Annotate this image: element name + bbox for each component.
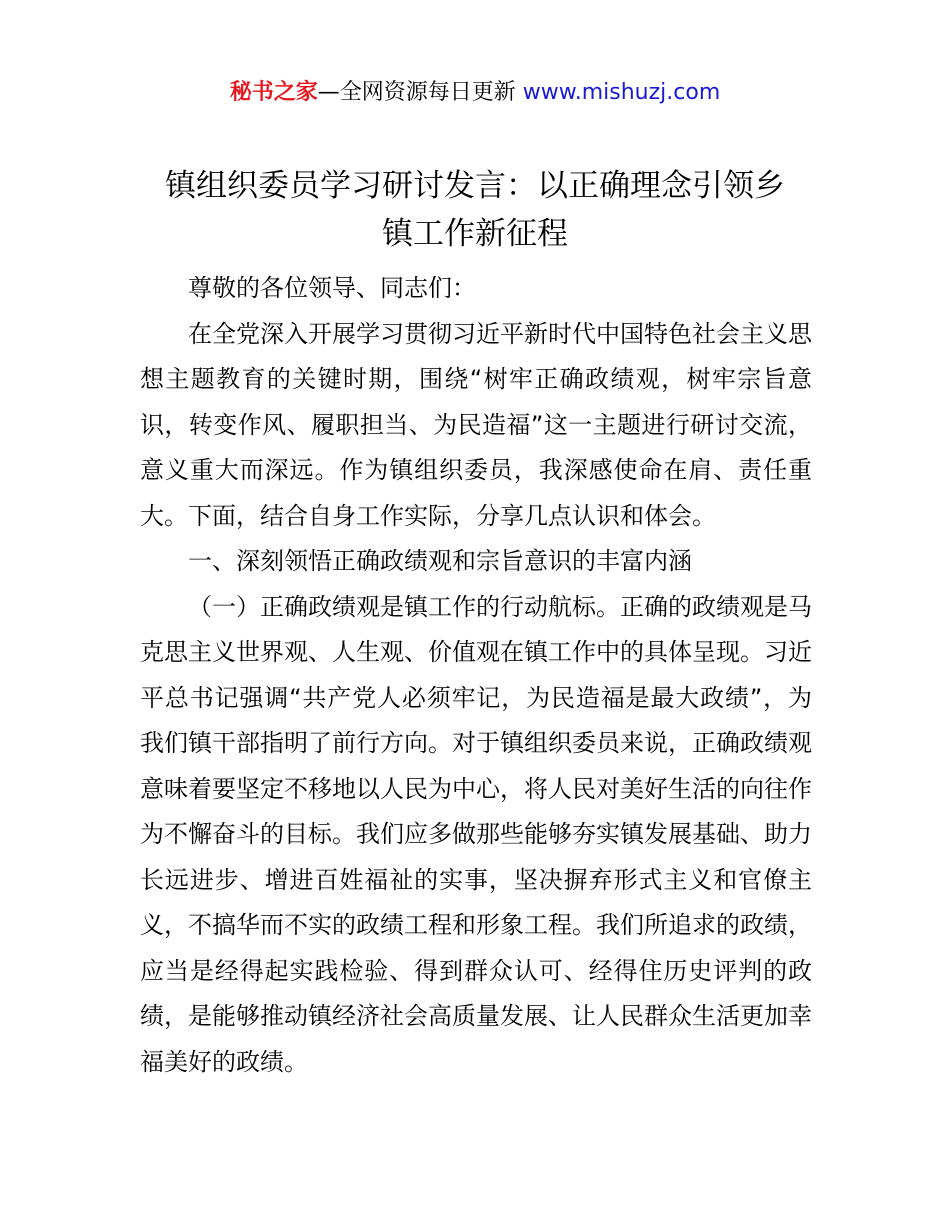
site-header — [0, 76, 950, 110]
salutation: 尊敬的各位领导、同志们： — [188, 274, 476, 302]
paragraph-section-1: （一）正确政绩观是镇工作的行动航标。正确的政绩观是马克思主义世界观、人生观、价值观在镇工作中的具体呈现。习近平总书记强调“共产党人必须牢记，为民造福是最大政绩”，为我们镇干部指明了前行方向。对于镇组织委员来说，正确政绩观意味着要坚定不移地以人民为中心，将人民对美好生活的向往作为不懈奋斗的目标。我们应多做那些能够夯实镇发展基础、助力长远进步、增进百姓福祉的实事，坚决摒弃形式主义和官僚主义，不搞华而不实的政绩工程和形象工程。我们所追求的政绩，应当是经得起实践检验、得到群众认可、经得住历史评判的政绩，是能够推动镇经济社会高质量发展、让人民群众生活更加幸福美好的政绩。 — [140, 592, 812, 1076]
section-heading: 一、深刻领悟正确政绩观和宗旨意识的丰富内涵 — [188, 547, 692, 575]
title-line-2: 镇工作新征程 — [382, 216, 568, 252]
header-slogan: —全网资源每日更新 — [317, 80, 523, 105]
title-line-1: 镇组织委员学习研讨发言：以正确理念引领乡 — [165, 168, 785, 204]
site-link[interactable]: www.mishuzj.com — [522, 80, 721, 105]
document-body — [140, 266, 812, 1085]
document-title — [140, 162, 810, 258]
brand-name: 秘书之家 — [229, 80, 318, 105]
paragraph-intro: 在全党深入开展学习贯彻习近平新时代中国特色社会主义思想主题教育的关键时期，围绕“树牢正确政绩观，树牢宗旨意识，转变作风、履职担当、为民造福”这一主题进行研讨交流，意义重大而深远。作为镇组织委员，我深感使命在肩、责任重大。下面，结合自身工作实际，分享几点认识和体会。 — [140, 319, 812, 530]
